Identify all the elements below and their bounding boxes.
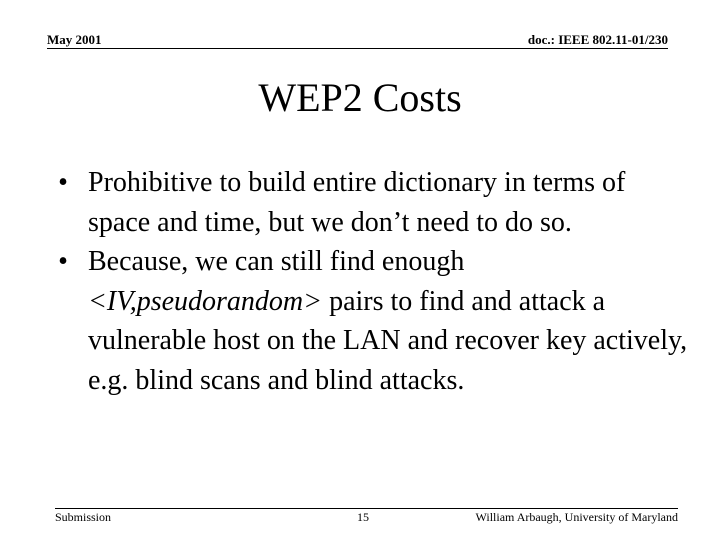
footer-author: William Arbaugh, University of Maryland <box>475 510 678 524</box>
bullet-text-rest: pairs to find and attack a vulnerable host on the LAN and recover key actively, e.g. blind scans and blind attacks. <box>88 285 688 396</box>
header-rule <box>47 48 668 49</box>
bullet-list <box>53 163 693 400</box>
header-doc-id: doc.: IEEE 802.11-01/230 <box>527 32 668 47</box>
bullet-marker: • <box>58 246 68 277</box>
bullet-text-italic: <IV,pseudorandom> <box>88 285 323 317</box>
bullet-text: Prohibitive to build entire dictionary in terms of space and time, but we don’t need to do so. <box>88 167 626 238</box>
bullet-item-prohibitive <box>53 163 693 242</box>
header-date: May 2001 <box>47 32 102 47</box>
bullet-item-because <box>53 242 693 400</box>
footer-rule <box>55 508 678 509</box>
footer-submission: Submission <box>55 510 112 524</box>
footer-page-number: 15 <box>357 510 369 524</box>
bullet-marker: • <box>58 167 68 198</box>
bullet-text-lead: Because, we can still find enough <box>88 246 465 277</box>
slide-title: WEP2 Costs <box>258 75 462 120</box>
